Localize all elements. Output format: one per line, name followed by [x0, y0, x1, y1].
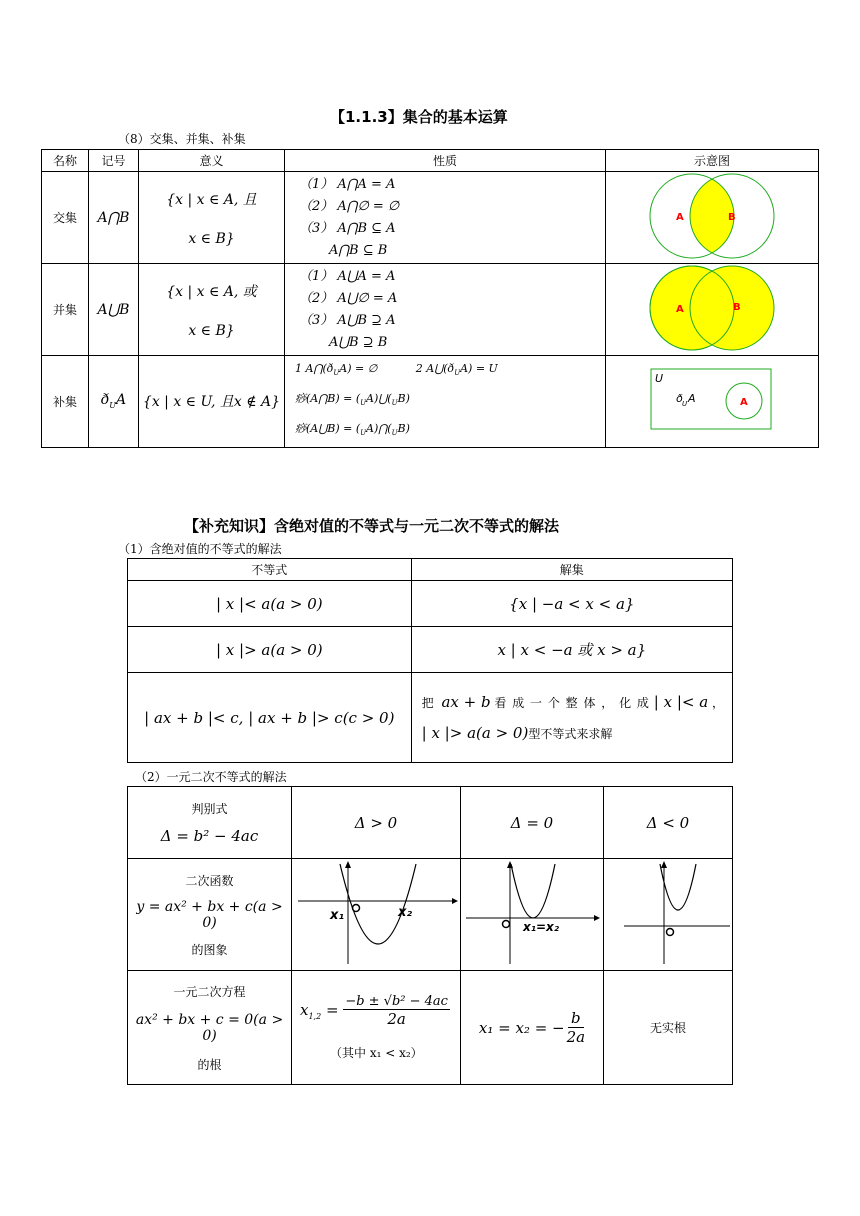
- row-name: 并集: [42, 264, 89, 356]
- solution-cell: x | x < −a 或 x > a}: [411, 627, 732, 673]
- section-title-supplementary: 【补充知识】含绝对值的不等式与一元二次不等式的解法: [184, 517, 560, 535]
- table-row: [42, 356, 819, 448]
- subtitle-intersection-union-complement: （8）交集、并集、补集: [118, 132, 246, 146]
- header-inequality: 不等式: [128, 559, 412, 581]
- header-solution: 解集: [411, 559, 732, 581]
- row-symbol: $ð_UA$: [89, 356, 139, 448]
- inequality-cell: | ax + b |< c, | ax + b |> c(c > 0): [128, 673, 412, 763]
- solution-cell: {x | −a < x < a}: [411, 581, 732, 627]
- equation-label-cell: 一元二次方程 ax² + bx + c = 0(a > 0) 的根: [128, 971, 292, 1085]
- svg-text:A: A: [740, 396, 748, 408]
- svg-text:B: B: [733, 302, 741, 313]
- venn-complement-diagram: [650, 368, 774, 432]
- table-row: [128, 627, 733, 673]
- table-row: [128, 673, 733, 763]
- case-zero: Δ = 0: [461, 787, 604, 859]
- svg-text:x₁: x₁: [330, 908, 345, 923]
- function-label-cell: 二次函数 y = ax² + bx + c(a > 0) 的图象: [128, 859, 292, 971]
- graph-positive: [292, 859, 461, 971]
- table-row: [42, 172, 819, 264]
- row-meaning: {x | x ∈ U, 且x ∉ A}: [139, 356, 285, 448]
- graph-negative: [604, 859, 733, 971]
- table-row: [128, 859, 733, 971]
- section-title-set-operations: 【1.1.3】集合的基本运算: [330, 108, 508, 126]
- case-positive: Δ > 0: [292, 787, 461, 859]
- parabola-two-roots: [294, 860, 458, 966]
- discriminant-label-cell: 判别式 Δ = b² − 4ac: [128, 787, 292, 859]
- row-symbol: A⋃B: [89, 264, 139, 356]
- venn-union: [606, 264, 819, 356]
- row-name: 交集: [42, 172, 89, 264]
- svg-text:U: U: [655, 371, 664, 385]
- header-diagram: 示意图: [606, 150, 819, 172]
- header-name: 名称: [42, 150, 89, 172]
- graph-zero: [461, 859, 604, 971]
- venn-union-diagram: [647, 264, 777, 352]
- venn-intersection-diagram: [647, 172, 777, 260]
- subtitle-absolute-inequality: （1）含绝对值的不等式的解法: [118, 542, 282, 556]
- svg-text:A: A: [676, 304, 684, 315]
- svg-text:B: B: [728, 212, 736, 223]
- parabola-one-root: [462, 860, 602, 966]
- svg-text:A: A: [688, 391, 696, 405]
- header-properties: 性质: [285, 150, 606, 172]
- row-properties: （1） A⋃A = A （2） A⋃∅ = A （3） A⋃B ⊇ A A⋃B ⊇ B: [285, 264, 606, 356]
- roots-two-cell: $x_{1,2}$ = $\frac{\text{−b ± √b² − 4ac}}{2a}$ （其中 x₁ < x₂）: [292, 971, 461, 1085]
- inequality-cell: | x |> a(a > 0): [128, 627, 412, 673]
- quadratic-table: [127, 786, 733, 1085]
- table-row: [128, 581, 733, 627]
- venn-intersection: [606, 172, 819, 264]
- subtitle-quadratic-inequality: （2）一元二次不等式的解法: [135, 770, 287, 784]
- svg-text:U: U: [682, 399, 688, 408]
- row-properties: 1 $A⋂(ð_UA)$ = ∅ 2 $A⋃(ð_UA) = U$ 痧(A⋂B) = $(_UA)⋃(_UB)$ 痧(A⋃B) = $(_UA)⋂(_UB)$: [285, 356, 606, 448]
- table-row: [128, 971, 733, 1085]
- roots-none-cell: 无实根: [604, 971, 733, 1085]
- solution-cell: 把 ax + b 看 成 一 个 整 体 ， 化 成 | x |< a ， | x |> a(a > 0)型不等式来求解: [411, 673, 732, 763]
- case-negative: Δ < 0: [604, 787, 733, 859]
- svg-text:x₂: x₂: [398, 905, 413, 920]
- venn-complement: [606, 356, 819, 448]
- parabola-no-root: [604, 860, 732, 966]
- row-meaning: {x | x ∈ A, 或 x ∈ B}: [139, 264, 285, 356]
- svg-text:A: A: [676, 212, 684, 223]
- row-properties: （1） A⋂A = A （2） A⋂∅ = ∅ （3） A⋂B ⊆ A A⋂B ⊆ B: [285, 172, 606, 264]
- inequality-cell: | x |< a(a > 0): [128, 581, 412, 627]
- row-meaning: {x | x ∈ A, 且 x ∈ B}: [139, 172, 285, 264]
- header-symbol: 记号: [89, 150, 139, 172]
- absolute-inequality-table: [127, 558, 733, 763]
- table-row: [128, 787, 733, 859]
- svg-text:x₁=x₂: x₁=x₂: [523, 920, 560, 934]
- table-row: [42, 264, 819, 356]
- row-name: 补集: [42, 356, 89, 448]
- svg-text:ð: ð: [676, 391, 683, 405]
- roots-double-cell: x₁ = x₂ = − $\frac{b}{2a}$: [461, 971, 604, 1085]
- header-meaning: 意义: [139, 150, 285, 172]
- row-symbol: A⋂B: [89, 172, 139, 264]
- set-operations-table: [41, 149, 819, 448]
